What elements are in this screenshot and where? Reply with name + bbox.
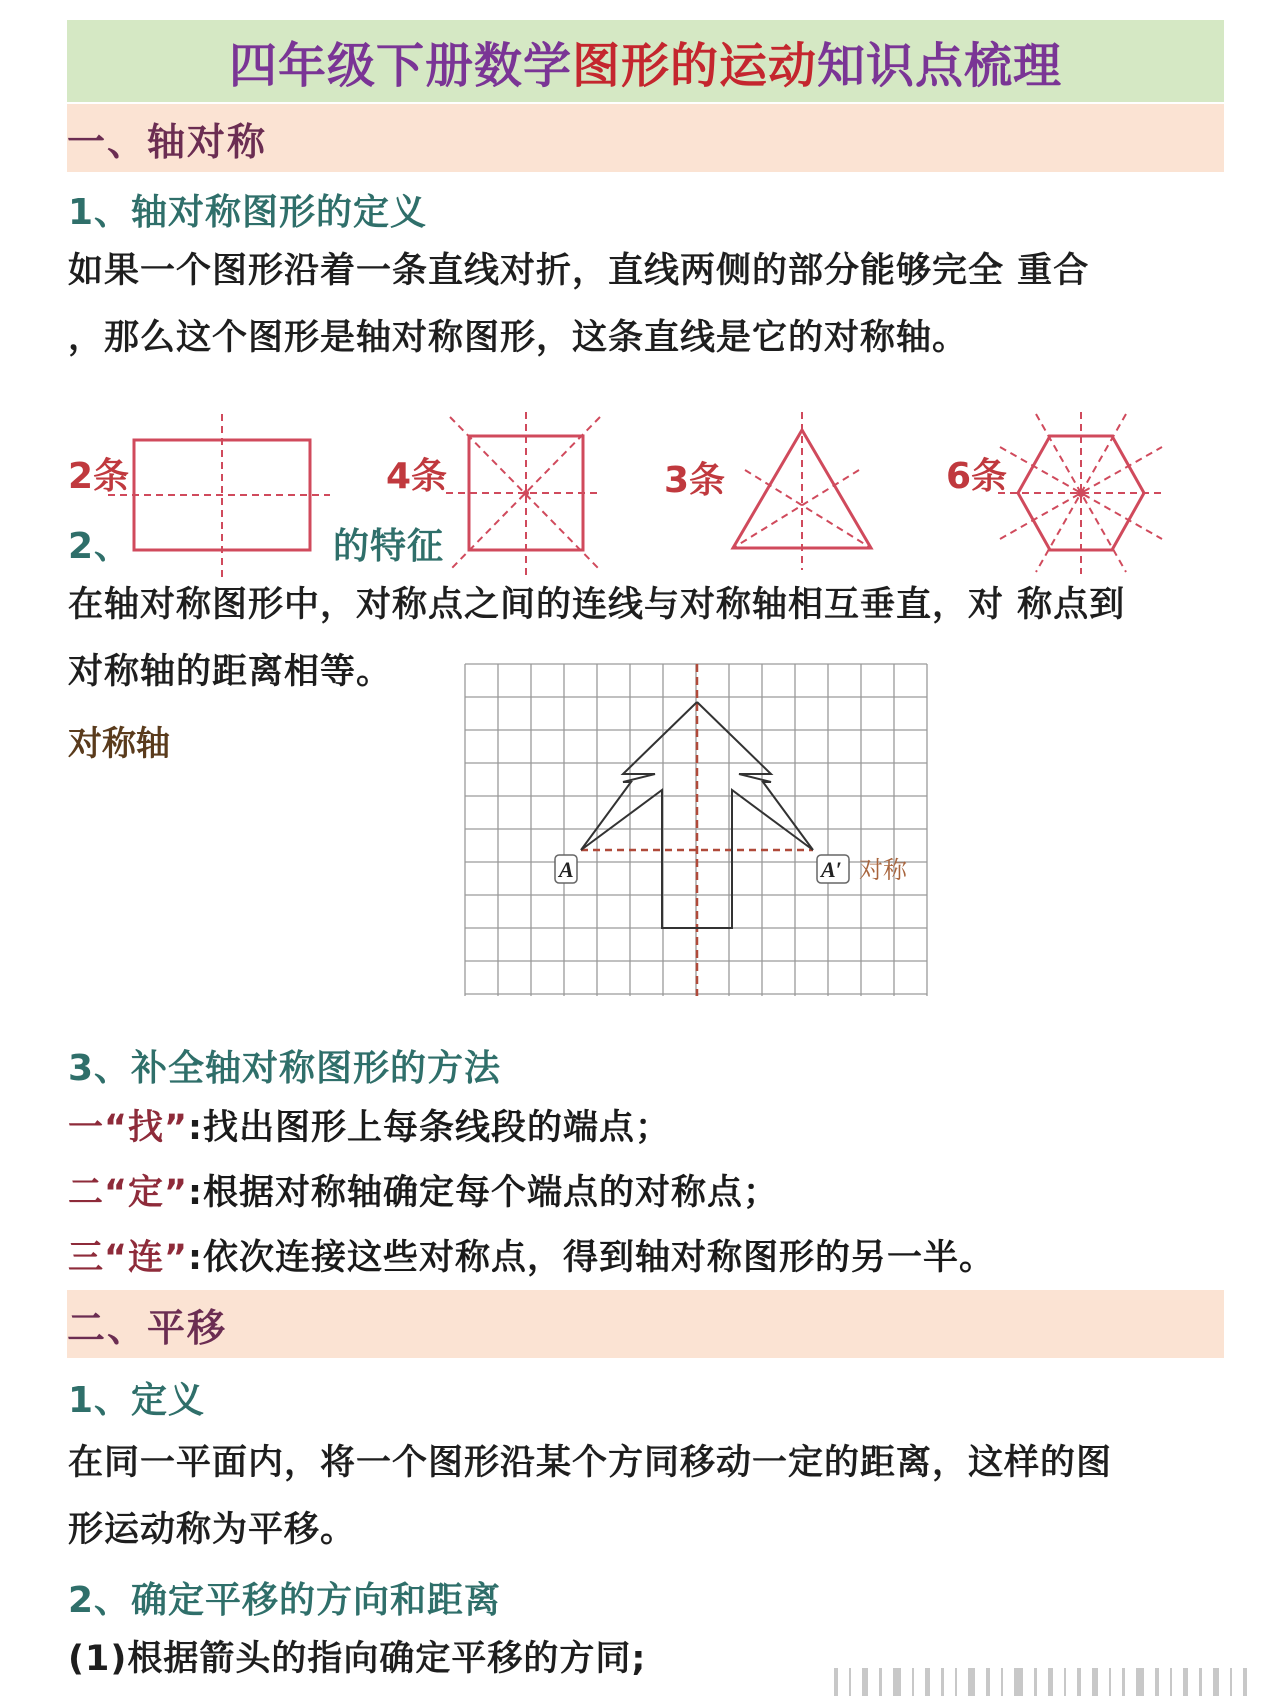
watermark-bar	[1155, 1668, 1159, 1696]
translation-definition-line-2: 形运动称为平移。	[68, 1510, 357, 1550]
page-title	[67, 20, 1224, 102]
feature-line-1: 在轴对称图形中，对称点之间的连线与对称轴相互垂直，对 称点到	[68, 585, 1126, 625]
step-locate-key: 二“定”	[68, 1173, 189, 1213]
section-heading-axial-symmetry	[67, 104, 1224, 172]
axis-label: 对称轴	[68, 724, 170, 764]
watermark-bar	[834, 1668, 838, 1696]
watermark-bar	[879, 1668, 882, 1696]
watermark-bar	[1034, 1668, 1037, 1696]
watermark-bar	[1122, 1668, 1125, 1696]
watermark-bar	[941, 1668, 944, 1696]
watermark-bar	[986, 1668, 990, 1696]
tree-note: 对称	[859, 856, 907, 884]
watermark-bar	[1077, 1668, 1081, 1696]
watermark-bar	[1243, 1668, 1247, 1696]
watermark-strip	[830, 1662, 1270, 1702]
point-a2-label: A′	[821, 857, 842, 882]
subheading-direction-distance: 2、确定平移的方向和距离	[68, 1580, 502, 1621]
hexagon-shape	[998, 412, 1164, 574]
point-a-label: A	[559, 857, 574, 882]
watermark-bar	[1230, 1668, 1232, 1696]
title-highlight: 图形的运动	[571, 37, 817, 94]
watermark-bar	[1092, 1668, 1098, 1696]
feature-line-2: 对称轴的距离相等。	[68, 652, 393, 692]
section-heading-text: 二、平移	[67, 1305, 228, 1350]
shape-label-triangle: 3条	[664, 460, 726, 501]
watermark-bar	[1014, 1668, 1023, 1696]
subheading-features-suffix: 的特征	[333, 526, 445, 567]
title-part1: 四年级下册数学	[228, 37, 572, 94]
watermark-bar	[955, 1668, 957, 1696]
watermark-bar	[1048, 1668, 1053, 1696]
watermark-bar	[1136, 1668, 1144, 1696]
watermark-bar	[893, 1668, 901, 1696]
section-heading-translation	[67, 1290, 1224, 1358]
watermark-bar	[862, 1668, 868, 1696]
translation-definition-line-1: 在同一平面内，将一个图形沿某个方同移动一定的距离，这样的图	[68, 1443, 1113, 1483]
translation-item-1: (1)根据箭头的指向确定平移的方同;	[68, 1639, 647, 1679]
watermark-bar	[925, 1668, 930, 1696]
title-part3: 知识点梳理	[817, 37, 1063, 94]
step-connect-key: 三“连”	[68, 1238, 189, 1278]
section-heading-text: 一、轴对称	[67, 119, 268, 164]
watermark-bar	[968, 1668, 975, 1696]
shape-label-rectangle: 2条	[68, 456, 130, 497]
watermark-bar	[1109, 1668, 1111, 1696]
shape-label-square: 4条	[386, 456, 448, 497]
watermark-bar	[912, 1668, 914, 1696]
step-locate-text: :根据对称轴确定每个端点的对称点；	[188, 1173, 780, 1213]
watermark-bar	[1001, 1668, 1003, 1696]
shape-label-hexagon: 6条	[946, 456, 1008, 497]
definition-line-2: ，那么这个图形是轴对称图形，这条直线是它的对称轴。	[68, 318, 969, 358]
symmetry-shapes-figure	[0, 400, 1280, 600]
rectangle-shape	[108, 414, 330, 578]
watermark-bar	[849, 1668, 851, 1696]
step-locate	[68, 1165, 779, 1215]
step-find-text: :找出图形上每条线段的端点；	[188, 1108, 672, 1148]
subheading-features-prefix: 2、	[68, 526, 132, 567]
watermark-bar	[1170, 1668, 1172, 1696]
step-connect-text: :依次连接这些对称点，得到轴对称图形的另一半。	[188, 1238, 996, 1278]
triangle-shape	[733, 412, 871, 570]
step-find	[68, 1100, 671, 1150]
grid-lines	[465, 664, 927, 996]
step-find-key: 一“找”	[68, 1108, 189, 1148]
watermark-bar	[1213, 1668, 1219, 1696]
subheading-definition: 1、轴对称图形的定义	[68, 192, 428, 233]
watermark-bar	[1199, 1668, 1202, 1696]
watermark-bar	[1183, 1668, 1188, 1696]
watermark-bar	[1064, 1668, 1066, 1696]
subheading-translation-definition: 1、定义	[68, 1380, 206, 1421]
tree-symmetry-diagram	[465, 660, 935, 1000]
square-shape	[446, 412, 600, 576]
subheading-completion-method: 3、补全轴对称图形的方法	[68, 1048, 502, 1089]
definition-line-1: 如果一个图形沿着一条直线对折，直线两侧的部分能够完全 重合	[68, 251, 1090, 291]
step-connect	[68, 1230, 995, 1280]
